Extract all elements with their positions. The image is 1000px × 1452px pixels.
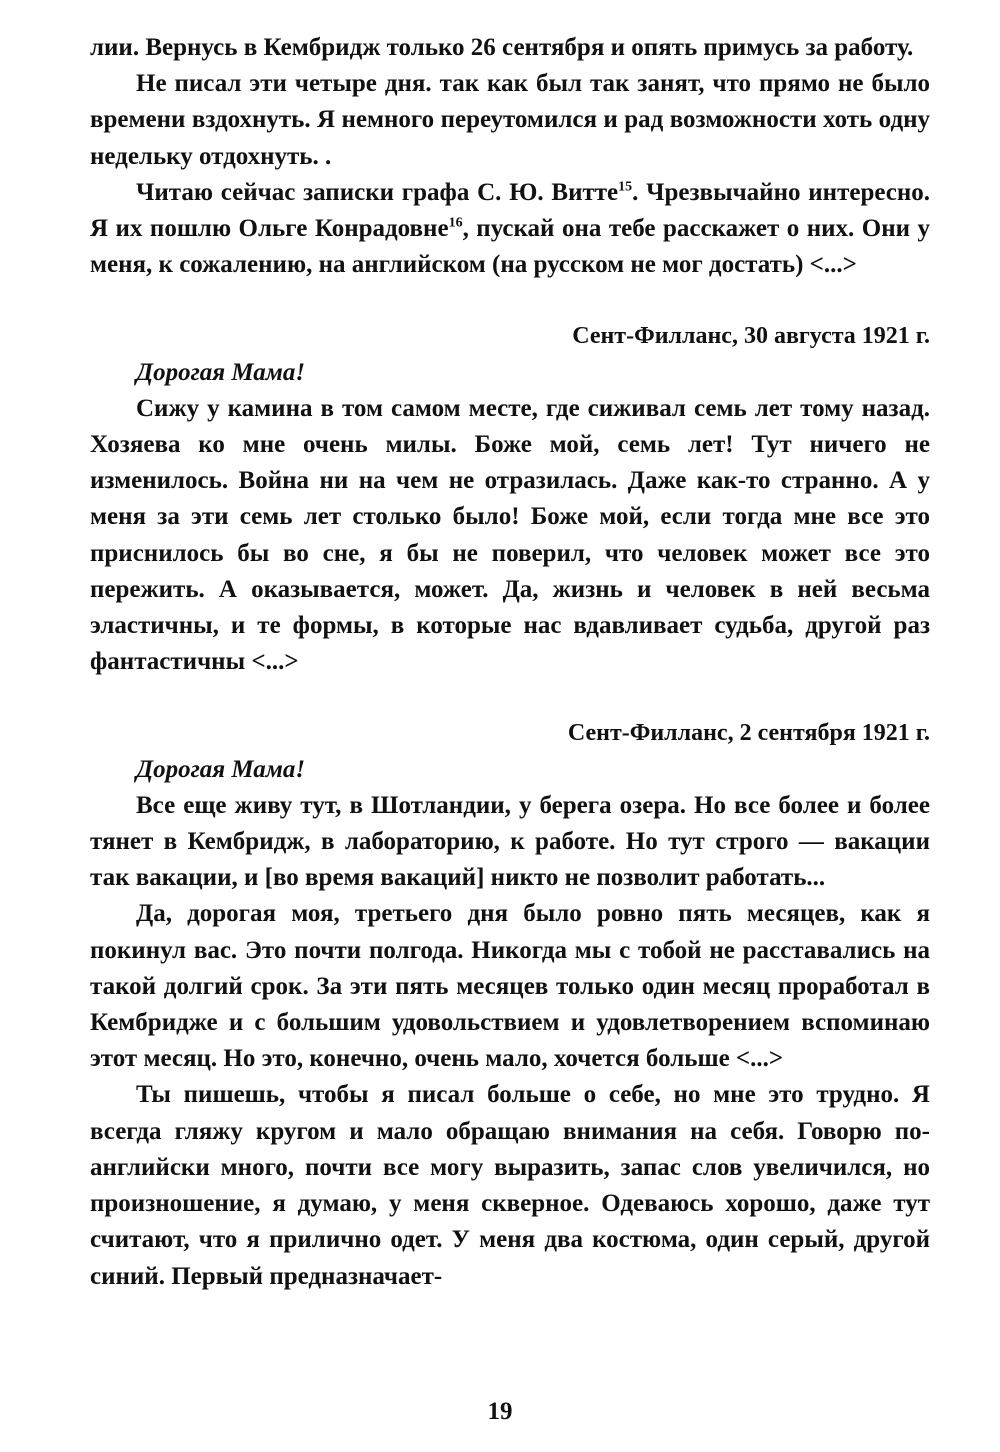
letter2-dateline: Сент-Филланс, 2 сентября 1921 г.: [567, 720, 930, 747]
letter2-body-about-self: Ты пишешь, чтобы я писал больше о себе, но мне это трудно. Я всегда гляжу кругом и мало обращаю внимания на себя. Говорю по-английски много, почти все могу выразить, запас слов увеличился, но произношение, я думаю, у меня скверное. Одеваюсь хорошо, даже тут считают, что я прилично одет. У меня два костюма, один серый, другой синий. Первый предназначает-: [90, 1081, 930, 1290]
witte-text-b: . Чрезвычайно интересно. Я их пошлю Ольге Конрадовне: [90, 178, 931, 243]
letter2-body-five-months: Да, дорогая моя, третьего дня было ровно пять месяцев, как я покинул вас. Это почти полгода. Никогда мы с тобой не расставались на такой долгий срок. За эти пять месяцев только один месяц проработал в Кембридже и с большим удовольствием и удовлетворением вспоминаю этот месяц. Но это, конечно, очень мало, хочется больше <...>: [90, 900, 930, 1073]
witte-text-c: , пускай она тебе расскажет о них. Они у меня, к сожалению, на английском (на русском не мог достать) <...>: [90, 215, 930, 279]
letter1-body: Сижу у камина в том самом месте, где сиживал семь лет тому назад. Хозяева ко мне очень милы. Боже мой, семь лет! Тут ничего не изменилось. Война ни на чем не отразилась. Даже как-то странно. А у меня за эти семь лет столько было! Боже мой, если тогда мне все это приснилось бы во сне, я бы не поверил, что человек может все это пережить. А оказывается, может. Да, жизнь и человек в ней весьма эластичны, и те формы, в которые нас вдавливает судьба, другой раз фантастичны <...>: [90, 394, 930, 676]
page-number: 19: [487, 1398, 513, 1425]
page-text: [90, 30, 930, 1295]
letter2-body-scotland: Все еще живу тут, в Шотландии, у берега озера. Но все более и более тянет в Кембридж, в лабораторию, к работе. Но тут строго — вакации так вакации, и [во время вакаций] никто не позволит работать...: [90, 791, 930, 892]
letter2-salutation: Дорогая Мама!: [136, 755, 306, 783]
footnote-ref-15: 15: [618, 179, 633, 195]
footnote-ref-16: 16: [448, 215, 463, 231]
paragraph-witte: [90, 175, 930, 284]
paragraph-continuation: лии. Вернусь в Кембридж только 26 сентября и опять примусь за работу.: [90, 34, 914, 61]
letter1-dateline: Сент-Филланс, 30 августа 1921 г.: [572, 323, 930, 350]
paragraph-busy: Не писал эти четыре дня. так как был так занят, что прямо не было времени вздохнуть. Я немного переутомился и рад возможности хоть одну недельку отдохнуть. .: [90, 70, 930, 170]
letter1-salutation: Дорогая Мама!: [136, 358, 306, 386]
witte-text-a: Читаю сейчас записки графа С. Ю. Витте: [136, 178, 619, 206]
